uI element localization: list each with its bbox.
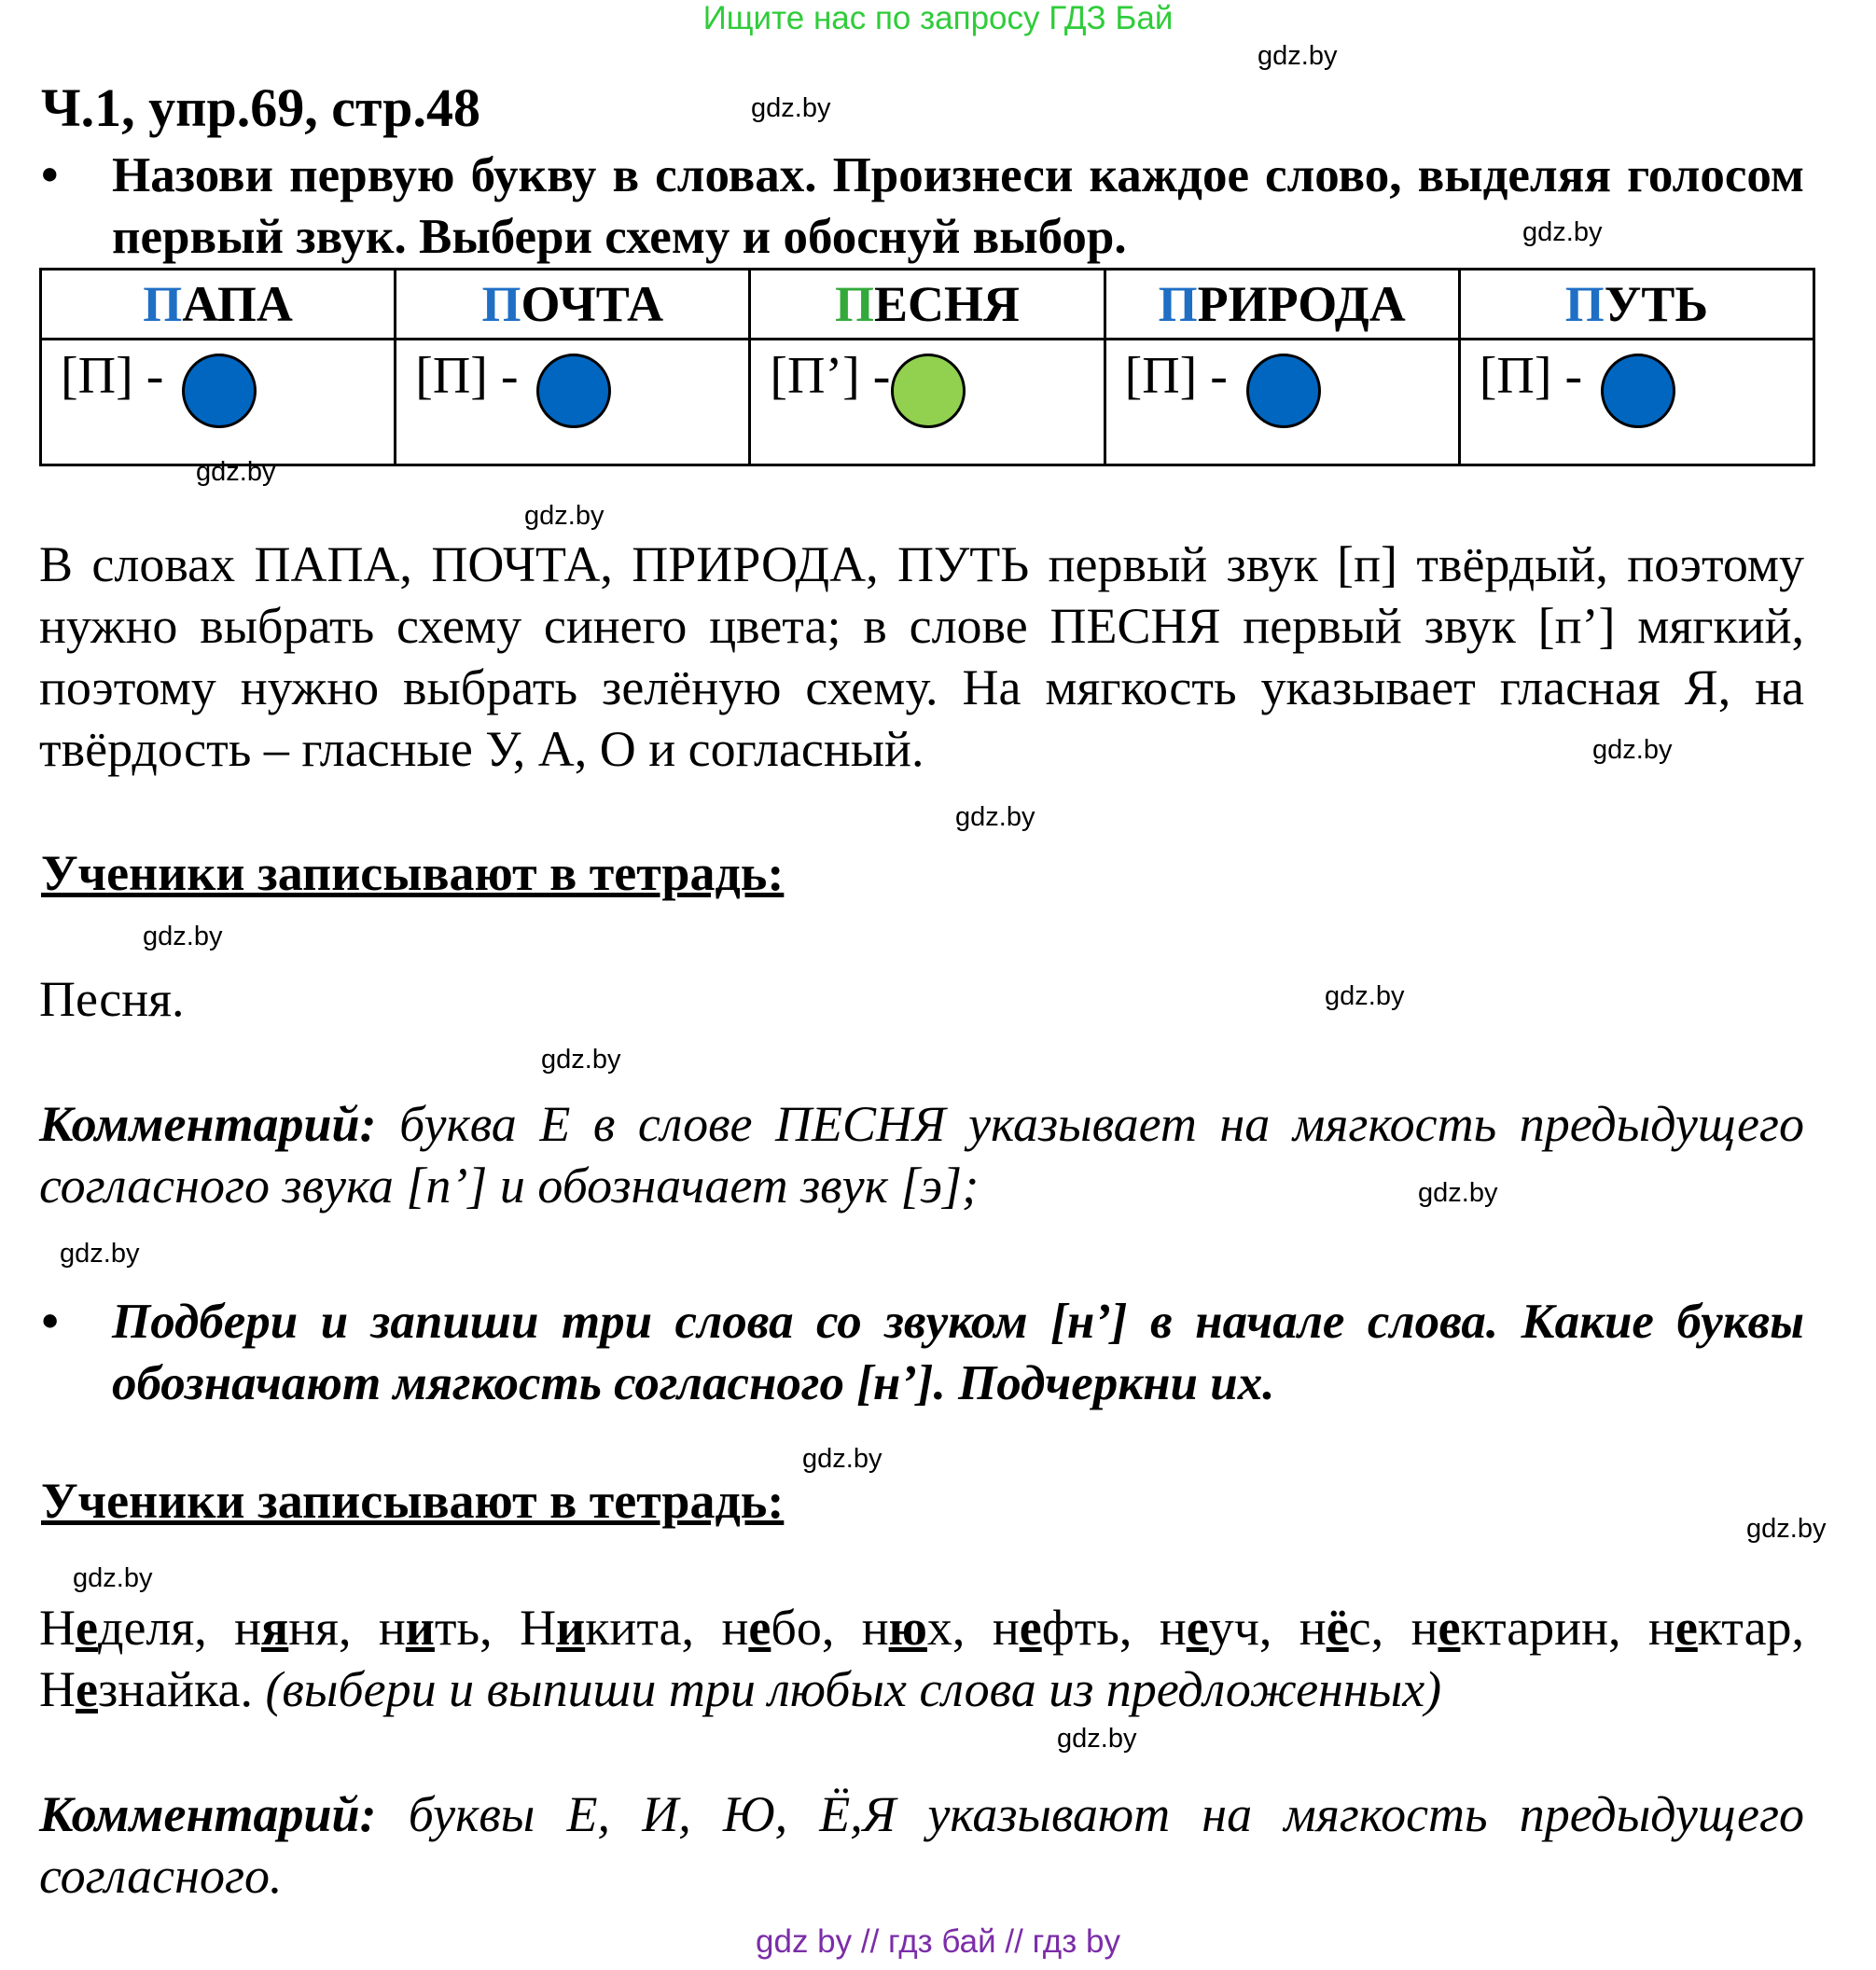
task-1-text: Назови первую букву в словах. Произнеси каждое слово, выделяя голосом первый звук. Выбери схему и обоснуй выбор. <box>112 148 1804 264</box>
word-start: Н <box>520 1600 557 1656</box>
search-banner: Ищите нас по запросу ГДЗ Бай <box>702 0 1174 36</box>
sound-label: [П] - <box>1479 347 1583 405</box>
notebook-heading: Ученики записывают в тетрадь: <box>41 845 785 901</box>
first-letter: П <box>834 276 874 332</box>
underlined-letter: е <box>76 1661 98 1717</box>
word-scheme-table <box>39 268 1815 466</box>
table-scheme-row <box>41 340 1814 465</box>
underlined-letter: и <box>405 1600 435 1656</box>
answer-word <box>234 1600 379 1656</box>
watermark: gdz.by <box>955 802 1035 832</box>
first-letter: П <box>1564 276 1605 332</box>
comment-2 <box>39 1783 1804 1907</box>
sound-label: [П] - <box>415 347 519 405</box>
word-start: н <box>234 1600 262 1656</box>
comment-1-text: буква Е в слове ПЕСНЯ указывает на мягкость предыдущего согласного звука [п’] и обозначает звук [э]; <box>39 1096 1804 1214</box>
word-cell <box>41 270 396 340</box>
comment-1 <box>39 1093 1804 1216</box>
word-rest: УТЬ <box>1604 276 1709 332</box>
word-end: х, <box>926 1600 993 1656</box>
word-rest: АПА <box>182 276 293 332</box>
underlined-letter: ю <box>888 1600 927 1656</box>
answer-word <box>520 1600 721 1656</box>
word-cell <box>396 270 750 340</box>
word-start: Н <box>39 1661 76 1717</box>
comment-label: Комментарий: <box>39 1096 377 1152</box>
watermark: gdz.by <box>751 93 831 123</box>
scheme-cell <box>396 340 750 465</box>
answer-word <box>721 1600 861 1656</box>
word-end: ктар, <box>1697 1600 1805 1656</box>
task-1 <box>41 145 1804 268</box>
sound-label: [П’] - <box>770 347 891 405</box>
underlined-letter: е <box>748 1600 771 1656</box>
watermark: gdz.by <box>143 922 223 951</box>
answer-word <box>1648 1600 1804 1656</box>
first-letter: П <box>481 276 521 332</box>
word-start: н <box>378 1600 406 1656</box>
explanation-paragraph: В словах ПАПА, ПОЧТА, ПРИРОДА, ПУТЬ первый звук [п] твёрдый, поэтому нужно выбрать схему синего цвета; в слове ПЕСНЯ первый звук [п’] мягкий, поэтому нужно выбрать зелёную схему. На мягкость указывает гласная Я, на твёрдость – гласные У, А, О и согласный. <box>39 536 1804 777</box>
watermark: gdz.by <box>541 1045 621 1075</box>
page-title: Ч.1, упр.69, стр.48 <box>41 77 480 138</box>
watermark: gdz.by <box>1522 217 1603 247</box>
watermark: gdz.by <box>60 1239 140 1269</box>
answer-word <box>1299 1600 1411 1656</box>
answer-word <box>862 1600 993 1656</box>
answer-2 <box>39 1597 1804 1720</box>
watermark: gdz.by <box>1325 981 1405 1011</box>
sound-circle-icon <box>536 354 611 428</box>
word-start: Н <box>39 1600 76 1656</box>
answer-word <box>39 1600 234 1656</box>
word-end: ктарин, <box>1460 1600 1648 1656</box>
notebook-heading: Ученики записывают в тетрадь: <box>41 1473 785 1529</box>
first-letter: П <box>1158 276 1198 332</box>
table-header-row <box>41 270 1814 340</box>
scheme-cell <box>1105 340 1459 465</box>
word-cell <box>1105 270 1459 340</box>
watermark: gdz.by <box>1418 1178 1498 1208</box>
word-end: с, <box>1348 1600 1411 1656</box>
watermark: gdz.by <box>73 1563 153 1593</box>
answer-word <box>1160 1600 1299 1656</box>
word-start: н <box>992 1600 1020 1656</box>
task-2-text: Подбери и запиши три слова со звуком [н’] в начале слова. Какие буквы обозначают мягкость согласного [н’]. Подчеркни их. <box>112 1295 1804 1410</box>
word-start: н <box>721 1600 749 1656</box>
watermark: gdz.by <box>1057 1724 1137 1754</box>
watermark: gdz.by <box>1592 735 1673 765</box>
word-end: знайка. <box>97 1661 266 1717</box>
sound-circle-icon <box>891 354 966 428</box>
word-end: кита, <box>585 1600 722 1656</box>
sound-circle-icon <box>182 354 257 428</box>
answer-word <box>39 1661 265 1717</box>
word-rest: ЕСНЯ <box>873 276 1020 332</box>
first-letter: П <box>143 276 183 332</box>
sound-label: [П] - <box>61 347 164 405</box>
scheme-cell <box>41 340 396 465</box>
underlined-letter: я <box>261 1600 289 1656</box>
word-end: фть, <box>1041 1600 1160 1656</box>
watermark: gdz.by <box>1746 1514 1827 1544</box>
answer-word <box>993 1600 1160 1656</box>
word-rest: РИРОДА <box>1197 276 1406 332</box>
sound-circle-icon <box>1246 354 1321 428</box>
answer-2-note: (выбери и выпиши три любых слова из предложенных) <box>265 1661 1442 1717</box>
watermark: gdz.by <box>1258 41 1338 71</box>
word-start: н <box>1410 1600 1438 1656</box>
sound-label: [П] - <box>1124 347 1228 405</box>
watermark: gdz.by <box>196 457 276 487</box>
underlined-letter: е <box>1019 1600 1042 1656</box>
sound-circle-icon <box>1601 354 1675 428</box>
word-end: уч, <box>1208 1600 1299 1656</box>
word-end: бо, <box>771 1600 862 1656</box>
underlined-letter: е <box>1186 1600 1209 1656</box>
bullet: • <box>41 1295 59 1349</box>
footer-links: gdz by // гдз бай // гдз by <box>756 1923 1120 1960</box>
word-end: ня, <box>288 1600 379 1656</box>
answer-word <box>1411 1600 1648 1656</box>
word-start: н <box>861 1600 889 1656</box>
word-start: н <box>1159 1600 1187 1656</box>
comment-2-text: буквы Е, И, Ю, Ё,Я указывают на мягкость предыдущего согласного. <box>39 1786 1805 1904</box>
underlined-letter: и <box>556 1600 586 1656</box>
underlined-letter: е <box>1438 1600 1461 1656</box>
comment-label: Комментарий: <box>39 1786 377 1842</box>
scheme-cell <box>1459 340 1813 465</box>
watermark: gdz.by <box>524 501 604 531</box>
word-start: н <box>1299 1600 1327 1656</box>
task-2 <box>41 1291 1804 1414</box>
answer-word <box>379 1600 520 1656</box>
word-cell <box>750 270 1105 340</box>
watermark: gdz.by <box>802 1444 882 1474</box>
scheme-cell <box>750 340 1105 465</box>
underlined-letter: е <box>1675 1600 1698 1656</box>
answer-1: Песня. <box>39 971 185 1027</box>
word-cell <box>1459 270 1813 340</box>
word-rest: ОЧТА <box>521 276 664 332</box>
underlined-letter: е <box>76 1600 98 1656</box>
word-start: н <box>1647 1600 1675 1656</box>
bullet: • <box>41 148 59 202</box>
word-end: деля, <box>97 1600 235 1656</box>
underlined-letter: ё <box>1326 1600 1349 1656</box>
word-end: ть, <box>434 1600 521 1656</box>
